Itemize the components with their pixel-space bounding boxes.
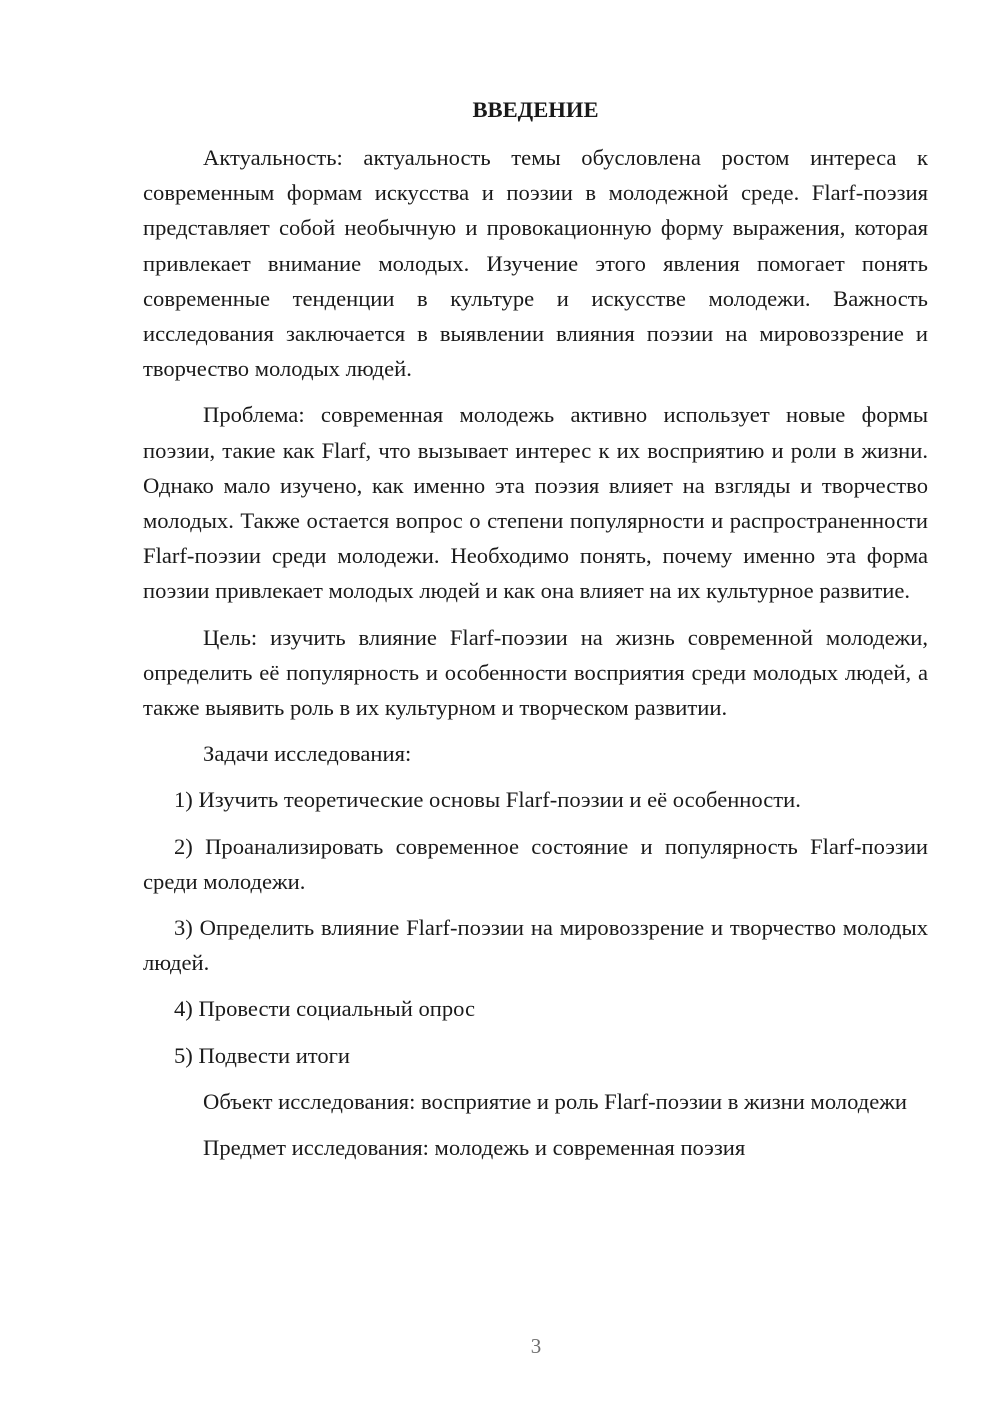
tasks-title: Задачи исследования: xyxy=(203,741,412,767)
paragraph-goal: Цель: изучить влияние Flarf-поэзии на жизнь современной молодежи, определить её популярность и особенности восприятия среди молодых людей, а также выявить роль в их культурном и творческом развитии. xyxy=(143,624,928,721)
paragraph-subject: Предмет исследования: молодежь и современная поэзия xyxy=(203,1135,746,1161)
paragraph-relevance: Актуальность: актуальность темы обусловлена ростом интереса к современным формам искусства и поэзии в молодежной среде. Flarf-поэзия представляет собой необычную и провокационную форму выражения, которая привлекает внимание молодых. Изучение этого явления помогает понять современные тенденции в культуре и искусстве молодежи. Важность исследования заключается в выявлении влияния поэзии на мировоззрение и творчество молодых людей. xyxy=(143,145,928,382)
list-item: 5) Подвести итоги xyxy=(174,1042,351,1068)
list-item: 2) Проанализировать современное состояние и популярность Flarf-поэзии среди молодежи. xyxy=(143,833,928,894)
document-page xyxy=(143,92,928,1176)
paragraph-object: Объект исследования: восприятие и роль Flarf-поэзии в жизни молодежи xyxy=(203,1088,907,1114)
list-item: 1) Изучить теоретические основы Flarf-поэзии и её особенности. xyxy=(174,787,801,813)
paragraph-problem: Проблема: современная молодежь активно использует новые формы поэзии, такие как Flarf, что вызывает интерес к их восприятию и роли в жизни. Однако мало изучено, как именно эта поэзия влияет на взгляды и творчество молодых. Также остается вопрос о степени популярности и распространенности Flarf-поэзии среди молодежи. Необходимо понять, почему именно эта форма поэзии привлекает молодых людей и как она влияет на их культурное развитие. xyxy=(143,402,928,604)
page-number: 3 xyxy=(530,1334,542,1358)
page-title: ВВЕДЕНИЕ xyxy=(472,97,599,122)
list-item: 4) Провести социальный опрос xyxy=(174,996,476,1022)
list-item: 3) Определить влияние Flarf-поэзии на мировоззрение и творчество молодых людей. xyxy=(143,915,928,976)
